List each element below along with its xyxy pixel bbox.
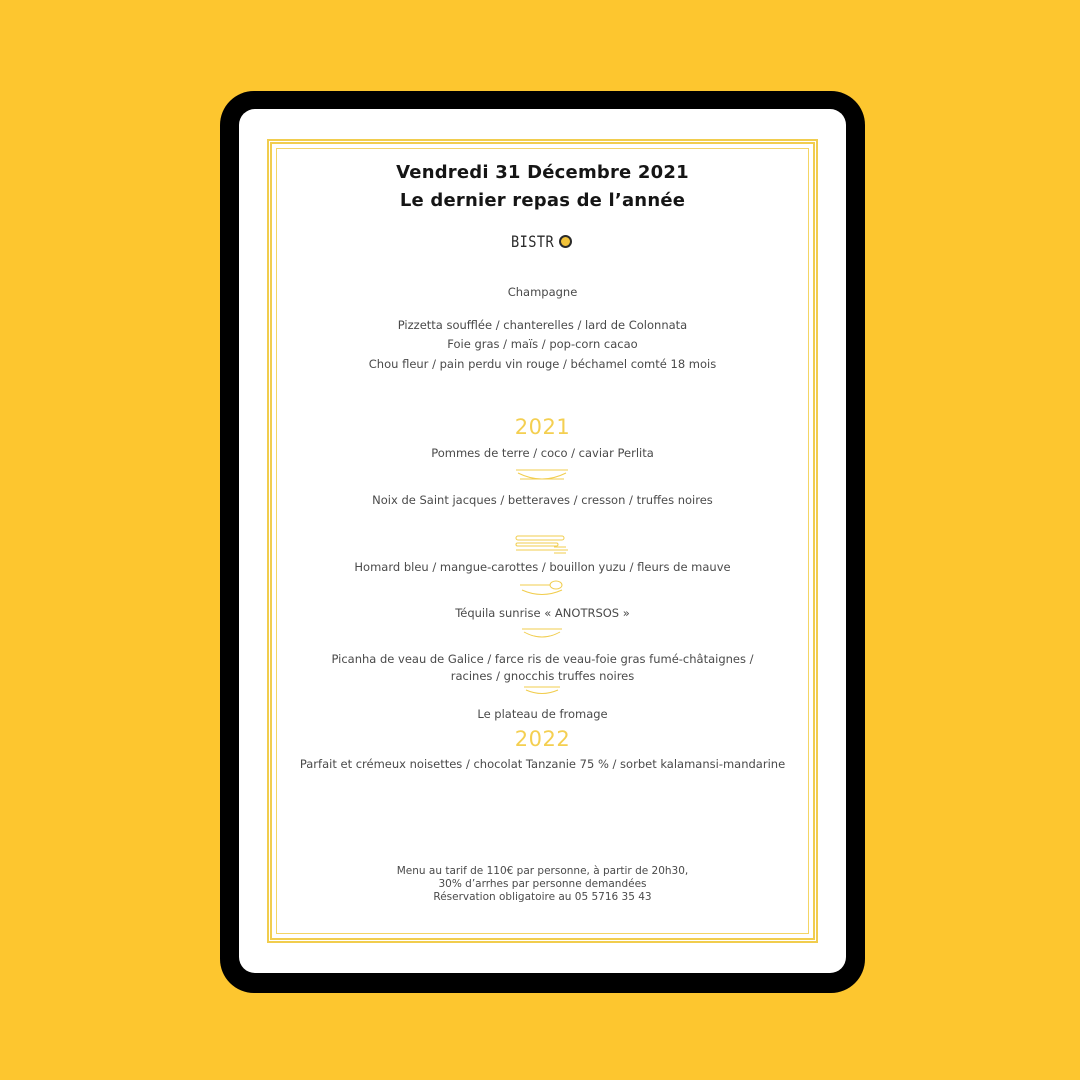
footer-deposit: 30% d’arrhes par personne demandées (438, 878, 647, 890)
plate-icon (520, 684, 564, 698)
dessert-item: Parfait et crémeux noisettes / chocolat Tanzanie 75 % / sorbet kalamansi-mandarine (299, 757, 786, 771)
course-item: Homard bleu / mangue-carottes / bouillon yuzu / fleurs de mauve (354, 560, 731, 574)
course-item: Noix de Saint jacques / betteraves / cresson / truffes noires (372, 493, 713, 507)
course-item: Pommes de terre / coco / caviar Perlita (431, 446, 654, 460)
menu-subtitle: Le dernier repas de l’année (399, 190, 686, 211)
bistro-logo (511, 230, 572, 252)
plate-icon (518, 625, 566, 643)
menu-card (239, 109, 846, 973)
menu-date-title: Vendredi 31 Décembre 2021 (396, 162, 689, 183)
course-item: Picanha de veau de Galice / farce ris de veau-foie gras fumé-châtaignes / (331, 652, 754, 666)
year-2022-heading: 2022 (514, 727, 571, 751)
tablet-device (220, 91, 865, 993)
year-2021-heading: 2021 (514, 415, 571, 439)
plate-icon (512, 465, 572, 485)
logo-dot-icon (559, 235, 572, 248)
course-item: Téquila sunrise « ANOTRSOS » (455, 606, 630, 620)
fork-plate-icon (516, 579, 568, 599)
course-item: Le plateau de fromage (477, 707, 608, 721)
cutlery-icon (514, 534, 570, 556)
amuse-item: Chou fleur / pain perdu vin rouge / béchamel comté 18 mois (368, 357, 717, 371)
course-item: racines / gnocchis truffes noires (450, 669, 635, 683)
logo-text: BISTR (511, 231, 555, 251)
footer-price: Menu au tarif de 110€ par personne, à partir de 20h30, (396, 865, 689, 877)
amuse-item: Foie gras / maïs / pop-corn cacao (447, 337, 638, 351)
tablet-screen (239, 109, 846, 973)
aperitif-item: Champagne (507, 285, 578, 299)
amuse-item: Pizzetta soufflée / chanterelles / lard de Colonnata (397, 318, 688, 332)
footer-reservation: Réservation obligatoire au 05 5716 35 43 (433, 891, 652, 903)
